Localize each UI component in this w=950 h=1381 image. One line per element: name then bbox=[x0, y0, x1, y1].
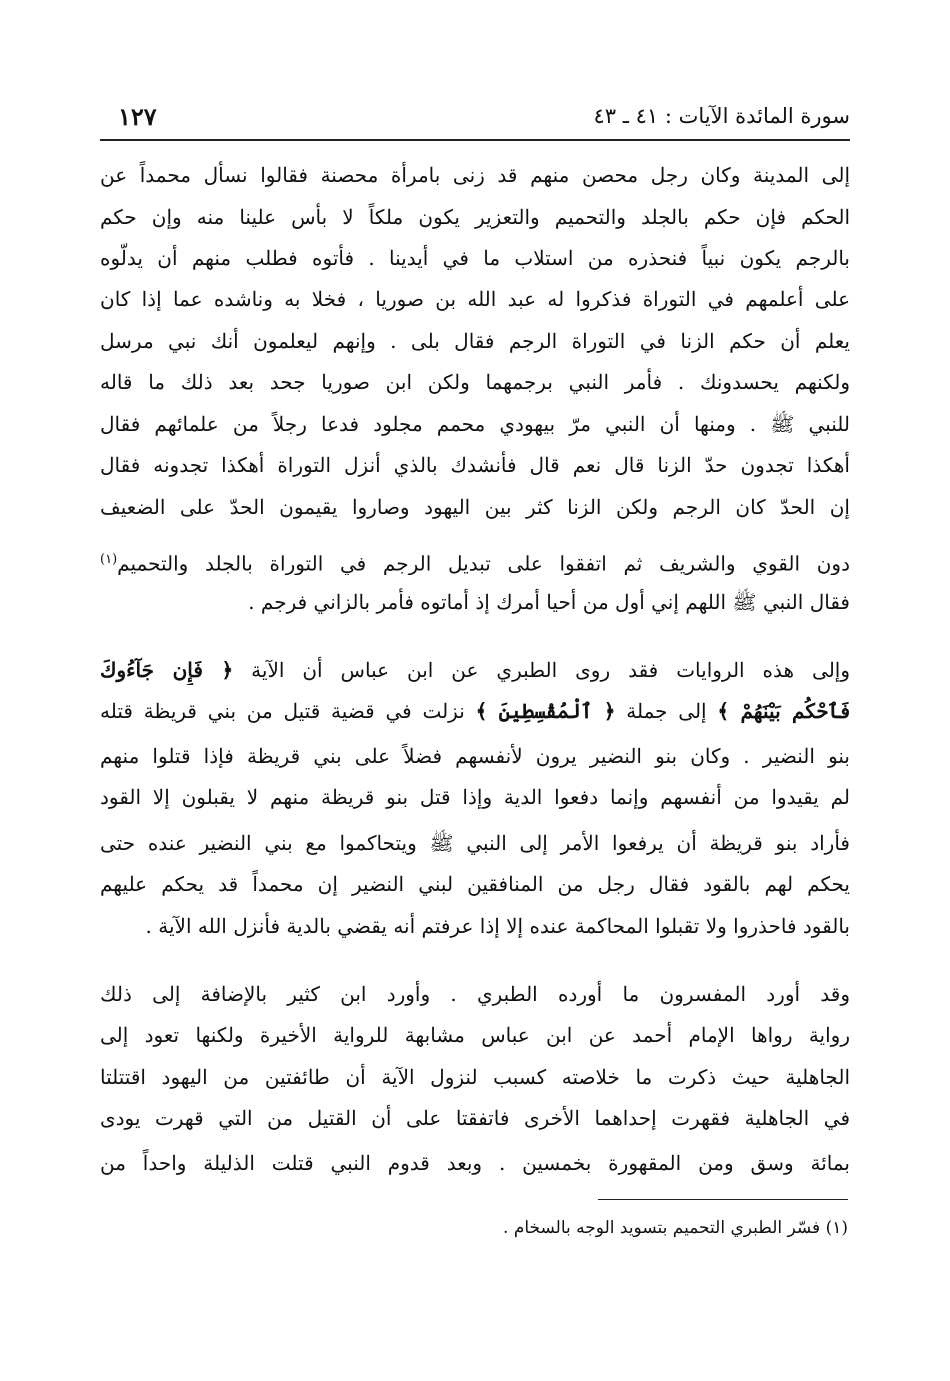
body-line: الجاهلية حيث ذكرت ما خلاصته كسبب لنزول الآية أن طائفتين من اليهود اقتتلتا bbox=[100, 1065, 850, 1089]
header-divider bbox=[100, 139, 850, 141]
footnote: (١) فسّر الطبري التحميم بتسويد الوجه بالسخام . bbox=[503, 1218, 848, 1238]
body-line: إلى المدينة وكان رجل محصن منهم قد زنى بامرأة محصنة فقالوا نسأل محمداً عن bbox=[100, 163, 850, 187]
body-line: ولكنهم يحسدونك . فأمر النبي برجمهما ولكن ابن صوريا جحد بعد ذلك ما قاله bbox=[100, 370, 850, 394]
page-header bbox=[100, 100, 850, 136]
body-line: بنو النضير . وكان بنو النضير يرون لأنفسهم فضلاً على بني قريظة فإذا قتلوا منهم bbox=[100, 744, 850, 768]
body-line: في الجاهلية فقهرت إحداهما الأخرى فاتفقتا على أن القتيل من التي قهرت يودى bbox=[100, 1106, 850, 1130]
body-line: يعلم أن حكم الزنا في التوراة الرجم فقال بلى . وإنهم ليعلمون أنك نبي مرسل bbox=[100, 329, 850, 353]
body-line-text: إلى جملة bbox=[626, 699, 707, 723]
body-line: أهكذا تجدون حدّ الزنا قال نعم قال فأنشدك بالذي أنزل التوراة أهكذا تجدونه فقال bbox=[100, 453, 850, 477]
body-line: لم يقيدوا من أنفسهم وإنما دفعوا الدية وإذا قتل بنو قريظة منهم لا يقبلون إلا القود bbox=[100, 785, 850, 809]
body-line-with-footnote bbox=[100, 545, 850, 575]
body-line: للنبي ﷺ . ومنها أن النبي مرّ بيهودي محمم مجلود فدعا رجلاً من علمائهم فقال bbox=[100, 412, 850, 436]
footnote-divider bbox=[598, 1199, 848, 1200]
body-line: إن الحدّ كان الرجم ولكن الزنا كثر بين اليهود وصاروا يقيمون الحدّ على الضعيف bbox=[100, 495, 850, 519]
body-line: وقد أورد المفسرون ما أورده الطبري . وأورد ابن كثير بالإضافة إلى ذلك bbox=[100, 982, 850, 1006]
quran-verse: فَٱحْكُم بَيْنَهُمْ ﴾ bbox=[717, 699, 850, 723]
body-line-text: دون القوي والشريف ثم اتفقوا على تبديل الرجم في التوراة بالجلد والتحميم bbox=[117, 551, 850, 575]
body-line-with-verse bbox=[100, 696, 850, 726]
quran-verse: ﴿ ٱلْمُقْسِطِينَ ﴾ bbox=[475, 699, 616, 723]
page-number: ١٢٧ bbox=[118, 102, 157, 131]
body-line-text: وإلى هذه الروايات فقد روى الطبري عن ابن عباس أن الآية bbox=[251, 658, 850, 682]
body-line-with-verse bbox=[100, 655, 850, 685]
footnote-reference[interactable]: (١) bbox=[100, 552, 118, 567]
body-line: على أعلمهم في التوراة فذكروا له عبد الله بن صوريا ، فخلا به وناشده عما إذا كان bbox=[100, 287, 850, 311]
body-line: فأراد بنو قريظة أن يرفعوا الأمر إلى النبي ﷺ ويتحاكموا مع بني النضير عنده حتى bbox=[100, 831, 850, 855]
running-title: سورة المائدة الآيات : ٤١ ـ ٤٣ bbox=[593, 104, 850, 128]
body-line: بمائة وسق ومن المقهورة بخمسين . وبعد قدوم النبي قتلت الذليلة واحداً من bbox=[100, 1151, 850, 1175]
body-line: فقال النبي ﷺ اللهم إني أول من أحيا أمرك إذ أماتوه فأمر بالزاني فرجم . bbox=[248, 590, 850, 614]
quran-verse: ﴿ فَإِن جَآءُوكَ bbox=[100, 658, 234, 682]
body-line: الحكم فإن حكم بالجلد والتحميم والتعزير يكون ملكاً لا بأس علينا منه وإن حكم bbox=[100, 205, 850, 229]
body-line: رواية رواها الإمام أحمد عن ابن عباس مشابهة للرواية الأخيرة ولكنها تعود إلى bbox=[100, 1023, 850, 1047]
body-line: بالرجم يكون نبياً فنحذره من استلاب ما في أيدينا . فأتوه فطلب منهم أن يدلّوه bbox=[100, 246, 850, 270]
body-line: يحكم لهم بالقود فقال رجل من المنافقين لبني النضير إن محمداً قد يحكم عليهم bbox=[100, 872, 850, 896]
body-line-text: نزلت في قضية قتيل من بني قريظة قتله bbox=[100, 699, 465, 723]
body-line: بالقود فاحذروا ولا تقبلوا المحاكمة عنده إلا إذا عرفتم أنه يقضي بالدية فأنزل الله الآية . bbox=[145, 914, 850, 938]
